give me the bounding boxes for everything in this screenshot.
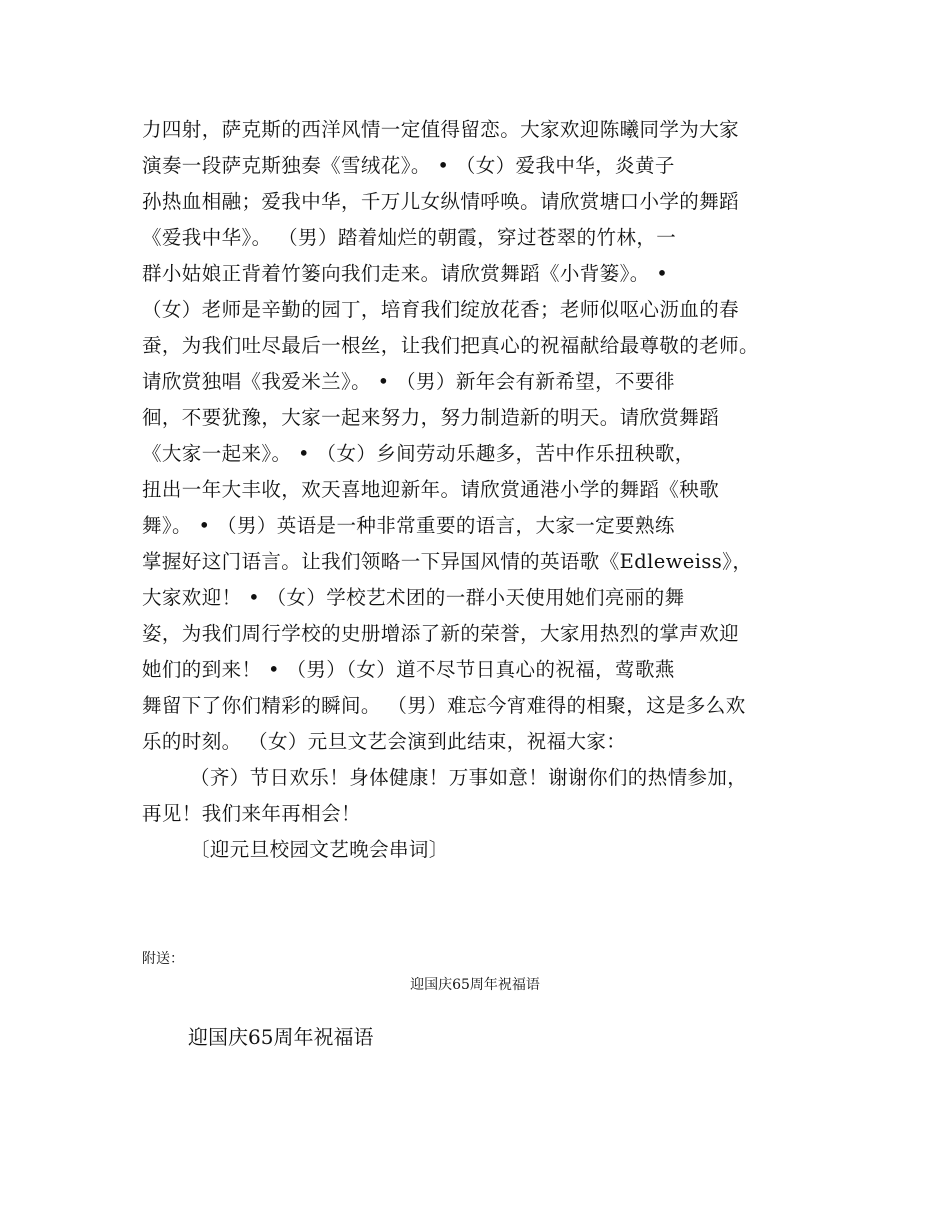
closing-line: 再见！我们来年再相会！ [142, 802, 361, 825]
script-line: 大家欢迎！ • （女）学校艺术团的一群小天使用她们亮丽的舞 [142, 586, 685, 609]
script-line: 舞》。 • （男）英语是一种非常重要的语言，大家一定要熟练 [142, 514, 675, 537]
script-line: 《爱我中华》。 （男）踏着灿烂的朝霞，穿过苍翠的竹林，一 [142, 226, 677, 249]
script-line: （女）老师是辛勤的园丁，培育我们绽放花香；老师似呕心沥血的春 [142, 298, 740, 321]
script-line: 请欣赏独唱《我爱米兰》。 • （男）新年会有新希望，不要徘 [142, 370, 675, 393]
script-line: 徊，不要犹豫，大家一起来努力，努力制造新的明天。请欣赏舞蹈 [142, 406, 720, 429]
script-title-note: 〔迎元旦校园文艺晚会串词〕 [190, 838, 449, 861]
script-line: 《大家一起来》。 • （女）乡间劳动乐趣多，苦中作乐扭秧歌， [142, 442, 695, 465]
script-line: 姿，为我们周行学校的史册增添了新的荣誉，大家用热烈的掌声欢迎 [142, 622, 740, 645]
script-line: 孙热血相融；爱我中华，千万儿女纵情呼唤。请欣赏塘口小学的舞蹈 [142, 190, 740, 213]
script-line: 舞留下了你们精彩的瞬间。 （男）难忘今宵难得的相聚，这是多么欢 [142, 694, 746, 717]
script-line: 群小姑娘正背着竹篓向我们走来。请欣赏舞蹈《小背篓》。 • [142, 262, 669, 285]
appendix-label: 附送： [142, 951, 184, 967]
script-line: 演奏一段萨克斯独奏《雪绒花》。 • （女）爱我中华，炎黄子 [142, 154, 675, 177]
script-line: 她们的到来！ • （男）（女）道不尽节日真心的祝福，莺歌燕 [142, 658, 675, 681]
script-line: 扭出一年大丰收，欢天喜地迎新年。请欣赏通港小学的舞蹈《秧歌 [142, 478, 720, 501]
appendix-heading: 迎国庆65周年祝福语 [188, 1025, 374, 1049]
closing-line: （齐）节日欢乐！身体健康！万事如意！谢谢你们的热情参加， [190, 766, 748, 789]
script-line: 蚕，为我们吐尽最后一根丝，让我们把真心的祝福献给最尊敬的老师。 [142, 334, 759, 357]
script-line: 乐的时刻。 （女）元旦文艺会演到此结束，祝福大家： [142, 730, 627, 753]
script-line: 掌握好这门语言。让我们领略一下异国风情的英语歌《Edleweiss》， [142, 550, 753, 573]
script-line: 力四射，萨克斯的西洋风情一定值得留恋。大家欢迎陈曦同学为大家 [142, 118, 740, 141]
appendix-title: 迎国庆65周年祝福语 [410, 977, 540, 993]
